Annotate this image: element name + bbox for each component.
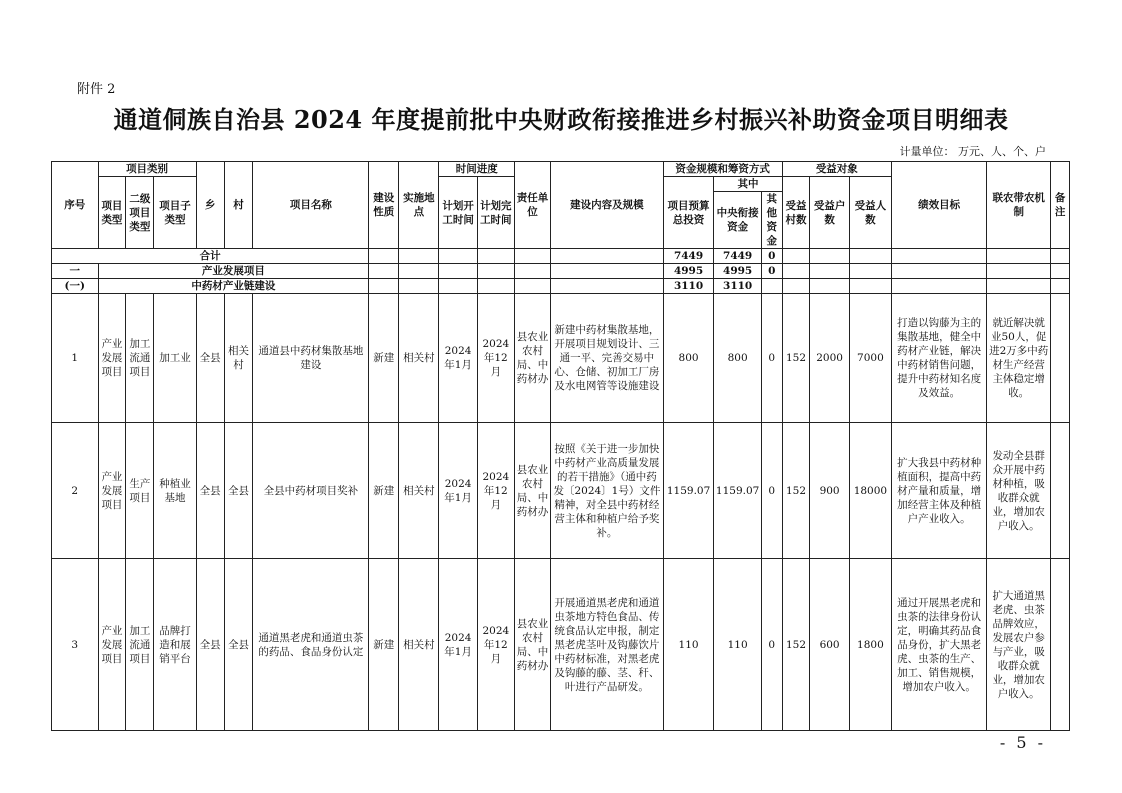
section-row xyxy=(52,264,1070,279)
col-township: 乡 xyxy=(196,162,224,249)
row-nature: 新建 xyxy=(369,559,399,731)
col-remark: 备注 xyxy=(1051,162,1070,249)
project-detail-table xyxy=(51,161,1070,731)
row-village: 全县 xyxy=(224,423,253,559)
table-row xyxy=(52,423,1070,559)
col-among: 其中 xyxy=(714,177,782,192)
row-sub2: 加工流通项目 xyxy=(126,559,154,731)
section-central: 4995 xyxy=(714,264,762,279)
col-village-count: 受益村数 xyxy=(782,177,810,249)
col-mechanism: 联农带农机制 xyxy=(987,162,1051,249)
row-content: 按照《关于进一步加快中药材产业高质量发展的若干措施》（通中药发〔2024〕1号）文件精神，对全县中药材经营主体和种植户给予奖补。 xyxy=(551,423,664,559)
measurement-unit: 计量单位： 万元、人、个、户 xyxy=(899,145,1046,158)
row-mechanism: 扩大通道黑老虎、虫茶品牌效应，发展农户参与产业，吸收群众就业，增加农户收入。 xyxy=(987,559,1051,731)
col-benefit-group: 受益对象 xyxy=(782,162,892,177)
col-content: 建设内容及规模 xyxy=(551,162,664,249)
row-remark xyxy=(1051,559,1070,731)
col-subtype: 项目子类型 xyxy=(154,177,196,249)
row-mechanism: 发动全县群众开展中药材种植，吸收群众就业，增加农户收入。 xyxy=(987,423,1051,559)
row-people: 18000 xyxy=(849,423,891,559)
row-unit: 县农业农村局、中药材办 xyxy=(514,423,550,559)
totals-central: 7449 xyxy=(714,249,762,264)
col-goal: 绩效目标 xyxy=(892,162,987,249)
row-type: 产业发展项目 xyxy=(98,423,126,559)
row-central: 1159.07 xyxy=(714,423,762,559)
section-seq: 一 xyxy=(52,264,99,279)
subsection-total: 3110 xyxy=(663,279,714,294)
row-goal: 扩大我县中药材种植面积，提高中药材产量和质量，增加经营主体及种植户产业收入。 xyxy=(892,423,987,559)
subsection-central: 3110 xyxy=(714,279,762,294)
col-total: 项目预算总投资 xyxy=(663,177,714,249)
row-central: 800 xyxy=(714,294,762,423)
row-content: 开展通道黑老虎和通道虫茶地方特色食品、传统食品认定申报，制定黑老虎茎叶及钩藤饮片中药材标准，对黑老虎及钩藤的藤、茎、秆、叶进行产品研发。 xyxy=(551,559,664,731)
row-nature: 新建 xyxy=(369,423,399,559)
row-type: 产业发展项目 xyxy=(98,294,126,423)
row-township: 全县 xyxy=(196,559,224,731)
totals-total: 7449 xyxy=(663,249,714,264)
row-sub2: 加工流通项目 xyxy=(126,294,154,423)
col-central-fund: 中央衔接资金 xyxy=(714,192,762,249)
col-people: 受益人数 xyxy=(849,177,891,249)
row-name: 全县中药材项目奖补 xyxy=(253,423,369,559)
col-project-name: 项目名称 xyxy=(253,162,369,249)
row-location: 相关村 xyxy=(399,294,439,423)
subsection-label: 中药材产业链建设 xyxy=(98,279,369,294)
row-end: 2024年12月 xyxy=(477,559,514,731)
row-households: 900 xyxy=(810,423,849,559)
row-people: 7000 xyxy=(849,294,891,423)
row-goal: 通过开展黑老虎和虫茶的法律身份认定，明确其药品食品身份，扩大黑老虎、虫茶的生产、加工、销售规模，增加农户收入。 xyxy=(892,559,987,731)
row-seq: 2 xyxy=(52,423,99,559)
row-end: 2024年12月 xyxy=(477,294,514,423)
row-end: 2024年12月 xyxy=(477,423,514,559)
subsection-row xyxy=(52,279,1070,294)
row-mechanism: 就近解决就业50人，促进2万多中药材生产经营主体稳定增收。 xyxy=(987,294,1051,423)
row-township: 全县 xyxy=(196,294,224,423)
col-households: 受益户数 xyxy=(810,177,849,249)
row-subtype: 种植业基地 xyxy=(154,423,196,559)
page-number: - 5 - xyxy=(999,733,1046,752)
row-sub2: 生产项目 xyxy=(126,423,154,559)
row-households: 2000 xyxy=(810,294,849,423)
col-time-group: 时间进度 xyxy=(439,162,514,177)
section-total: 4995 xyxy=(663,264,714,279)
table-row xyxy=(52,294,1070,423)
section-label: 产业发展项目 xyxy=(98,264,369,279)
row-type: 产业发展项目 xyxy=(98,559,126,731)
row-start: 2024年1月 xyxy=(439,423,477,559)
totals-label: 合计 xyxy=(52,249,369,264)
row-remark xyxy=(1051,423,1070,559)
row-village-count: 152 xyxy=(782,559,810,731)
row-location: 相关村 xyxy=(399,423,439,559)
row-seq: 1 xyxy=(52,294,99,423)
table-row xyxy=(52,559,1070,731)
section-other: 0 xyxy=(761,264,782,279)
col-responsible-unit: 责任单位 xyxy=(514,162,550,249)
document-title: 通道侗族自治县 2024 年度提前批中央财政衔接推进乡村振兴补助资金项目明细表 xyxy=(113,105,1009,134)
col-category-group: 项目类别 xyxy=(98,162,196,177)
row-township: 全县 xyxy=(196,423,224,559)
row-central: 110 xyxy=(714,559,762,731)
attachment-label: 附件 2 xyxy=(77,82,116,97)
row-people: 1800 xyxy=(849,559,891,731)
row-goal: 打造以钩藤为主的集散基地，健全中药材产业链，解决中药材销售问题，提升中药材知名度及效益。 xyxy=(892,294,987,423)
col-village: 村 xyxy=(224,162,253,249)
row-village-count: 152 xyxy=(782,294,810,423)
row-start: 2024年1月 xyxy=(439,294,477,423)
row-nature: 新建 xyxy=(369,294,399,423)
row-name: 通道县中药材集散基地建设 xyxy=(253,294,369,423)
row-total: 800 xyxy=(663,294,714,423)
row-other: 0 xyxy=(761,294,782,423)
row-start: 2024年1月 xyxy=(439,559,477,731)
col-type: 项目类型 xyxy=(98,177,126,249)
row-village: 全县 xyxy=(224,559,253,731)
row-location: 相关村 xyxy=(399,559,439,731)
row-content: 新建中药材集散基地，开展项目规划设计、三通一平、完善交易中心、仓储、初加工厂房及水电网管等设施建设 xyxy=(551,294,664,423)
totals-row xyxy=(52,249,1070,264)
row-total: 110 xyxy=(663,559,714,731)
row-unit: 县农业农村局、中药材办 xyxy=(514,559,550,731)
row-subtype: 品牌打造和展销平台 xyxy=(154,559,196,731)
subsection-seq: (一) xyxy=(52,279,99,294)
row-seq: 3 xyxy=(52,559,99,731)
row-other: 0 xyxy=(761,423,782,559)
col-end: 计划完工时间 xyxy=(477,177,514,249)
col-start: 计划开工时间 xyxy=(439,177,477,249)
row-village: 相关村 xyxy=(224,294,253,423)
row-name: 通道黑老虎和通道虫茶的药品、食品身份认定 xyxy=(253,559,369,731)
col-nature: 建设性质 xyxy=(369,162,399,249)
col-location: 实施地点 xyxy=(399,162,439,249)
col-other-fund: 其他资金 xyxy=(761,192,782,249)
row-unit: 县农业农村局、中药材办 xyxy=(514,294,550,423)
col-sub2: 二级项目类型 xyxy=(126,177,154,249)
row-total: 1159.07 xyxy=(663,423,714,559)
row-subtype: 加工业 xyxy=(154,294,196,423)
row-village-count: 152 xyxy=(782,423,810,559)
totals-other: 0 xyxy=(761,249,782,264)
col-fund-group: 资金规模和筹资方式 xyxy=(663,162,782,177)
col-seq: 序号 xyxy=(52,162,99,249)
row-households: 600 xyxy=(810,559,849,731)
row-remark xyxy=(1051,294,1070,423)
row-other: 0 xyxy=(761,559,782,731)
